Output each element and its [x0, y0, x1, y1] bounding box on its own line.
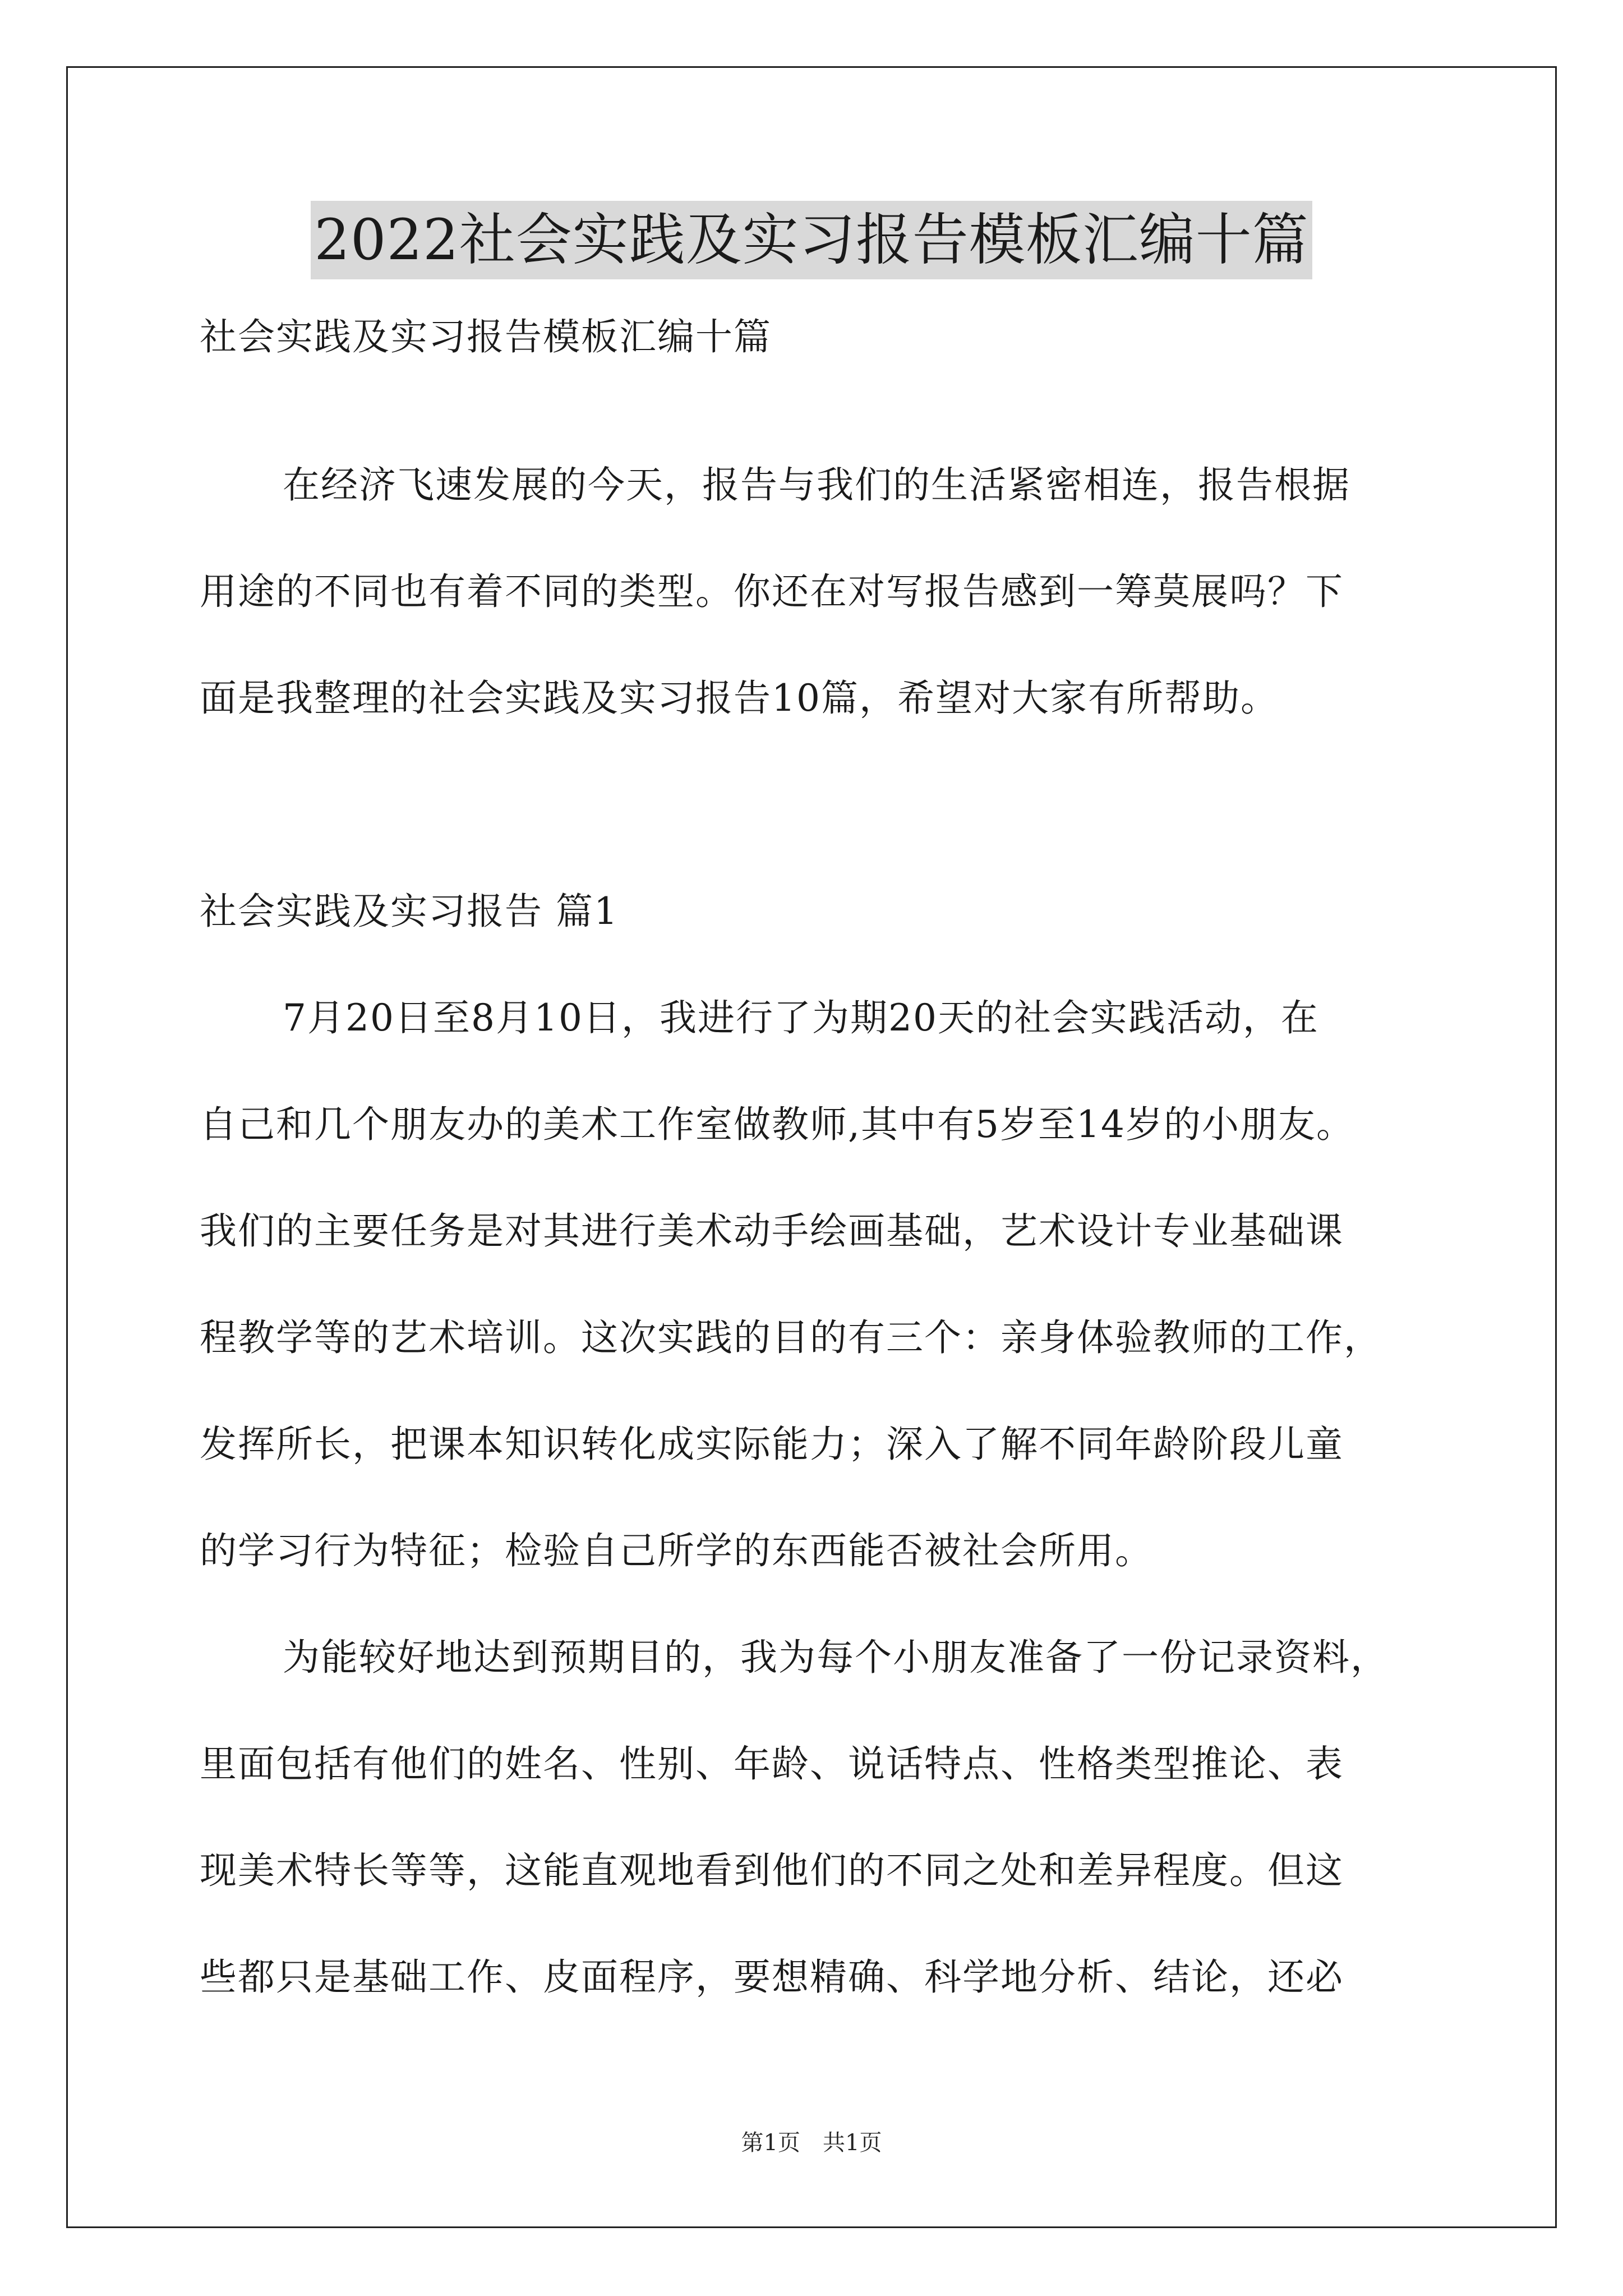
title-container [0, 201, 1623, 279]
intro-line-2: 用途的不同也有着不同的类型。你还在对写报告感到一筹莫展吗？下 [200, 570, 1344, 613]
paragraph-line: 程教学等的艺术培训。这次实践的目的有三个：亲身体验教师的工作， [200, 1316, 1382, 1359]
document-title: 2022社会实践及实习报告模板汇编十篇 [311, 201, 1312, 279]
intro-line-3: 面是我整理的社会实践及实习报告10篇，希望对大家有所帮助。 [200, 677, 1279, 720]
page-footer: 第1页 共1页 [741, 2130, 882, 2156]
paragraph-line: 7月20日至8月10日，我进行了为期20天的社会实践活动，在 [283, 996, 1319, 1039]
document-subtitle: 社会实践及实习报告模板汇编十篇 [200, 315, 772, 358]
paragraph-line: 里面包括有他们的姓名、性别、年龄、说话特点、性格类型推论、表 [200, 1742, 1344, 1786]
paragraph-line: 的学习行为特征；检验自己所学的东西能否被社会所用。 [200, 1529, 1153, 1572]
section-heading: 社会实践及实习报告 篇1 [200, 890, 619, 933]
intro-line-1: 在经济飞速发展的今天，报告与我们的生活紧密相连，报告根据 [283, 463, 1350, 507]
paragraph-line: 为能较好地达到预期目的，我为每个小朋友准备了一份记录资料， [283, 1636, 1389, 1679]
paragraph-line: 自己和几个朋友办的美术工作室做教师,其中有5岁至14岁的小朋友。 [200, 1103, 1354, 1146]
paragraph-line: 我们的主要任务是对其进行美术动手绘画基础，艺术设计专业基础课 [200, 1209, 1344, 1253]
paragraph-line: 些都只是基础工作、皮面程序，要想精确、科学地分析、结论，还必 [200, 1955, 1344, 1999]
paragraph-line: 发挥所长，把课本知识转化成实际能力；深入了解不同年龄阶段儿童 [200, 1423, 1344, 1466]
paragraph-line: 现美术特长等等，这能直观地看到他们的不同之处和差异程度。但这 [200, 1849, 1344, 1892]
